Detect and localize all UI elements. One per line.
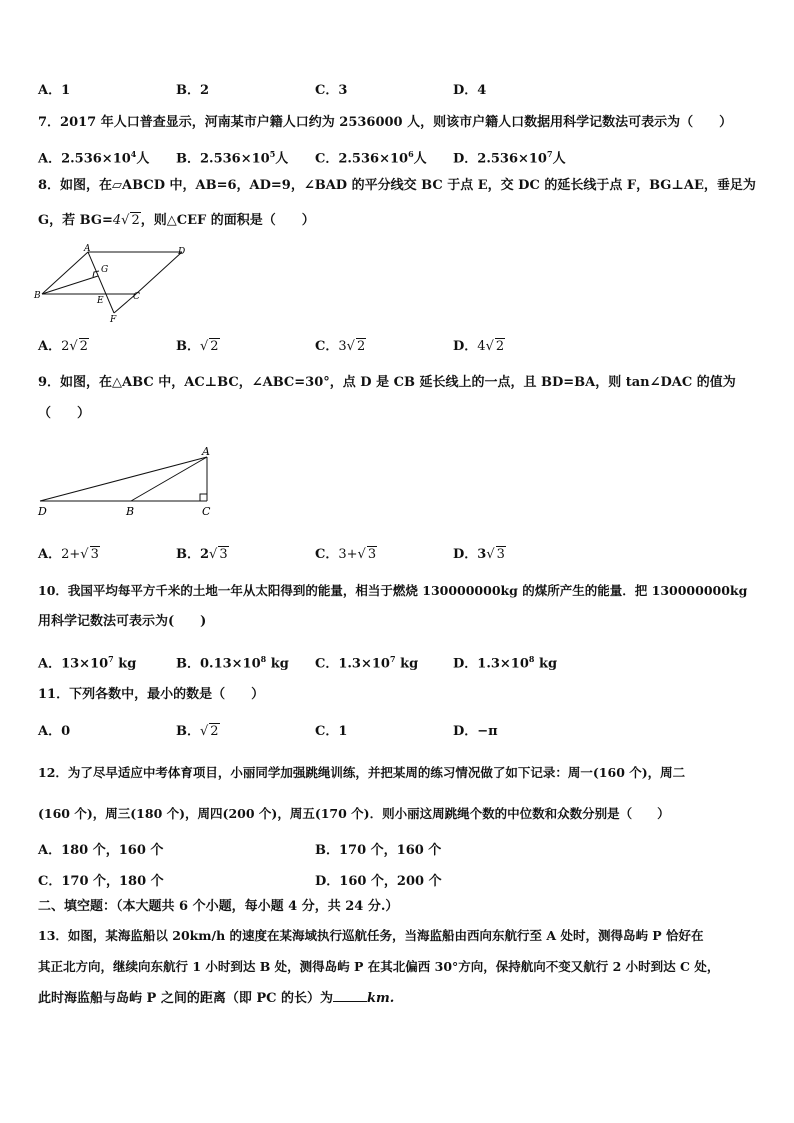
- q6-option-d: D．4: [453, 83, 487, 98]
- q8-stem-line1: 8．如图，在▱ABCD 中，AB=6，AD=9，∠BAD 的平分线交 BC 于点 E，交 DC 的延长线于点 F，BG⊥AE，垂足为: [38, 178, 756, 193]
- q7-option-b: B．$2.536\times 10^5$人: [176, 149, 289, 167]
- label-f: F: [110, 315, 117, 325]
- q7-stem: 7．2017 年人口普查显示，河南某市户籍人口约为 2536000 人，则该市户籍人口数据用科学记数法可表示为（ ）: [38, 115, 733, 130]
- q10-option-a: A．$13\times 10^7$ kg: [38, 654, 137, 672]
- q10-stem-line2: 用科学记数法可表示为( ): [38, 614, 207, 629]
- q11-stem: 11．下列各数中，最小的数是（ ）: [38, 687, 265, 702]
- q13-line3: 此时海监船与岛屿 P 之间的距离（即 PC 的长）为 km.: [38, 991, 395, 1006]
- q11-option-b: B．√ 2: [176, 724, 219, 739]
- q8-parallelogram-figure: [30, 243, 200, 325]
- q9-option-b: B．2√ 3: [176, 547, 228, 562]
- q8-stem-line2: G，若 BG=4√ 2，则△CEF 的面积是（ ）: [38, 213, 315, 228]
- label-e: E: [97, 296, 104, 306]
- q9-stem-line1: 9．如图，在△ABC 中，AC⊥BC，∠ABC=30°，点 D 是 CB 延长线上的一点，且 BD=BA，则 tan∠DAC 的值为: [38, 375, 736, 390]
- q9-option-d: D．3√ 3: [453, 547, 505, 562]
- label-g: G: [101, 265, 109, 275]
- q13-line2: 其正北方向，继续向东航行 1 小时到达 B 处，测得岛屿 P 在其北偏西 30°方向，保持航向不变又航行 2 小时到达 C 处，: [38, 959, 720, 974]
- q9-option-a: A．2+√ 3: [38, 547, 99, 562]
- label-a: A: [84, 244, 91, 254]
- section-heading-fill-in: 二、填空题：（本大题共 6 个小题，每小题 4 分，共 24 分.）: [38, 899, 399, 914]
- q9-triangle-figure: [30, 444, 220, 520]
- label-b: B: [126, 505, 135, 518]
- q12-option-c: C．170 个，180 个: [38, 874, 164, 889]
- q11-option-a: A．0: [38, 724, 71, 739]
- q7-option-c: C．$2.536\times 10^6$人: [315, 149, 427, 167]
- q11-option-d: D．−π: [453, 724, 498, 739]
- q8-option-a: A．2√ 2: [38, 339, 88, 354]
- q10-option-b: B．$0.13\times 10^8$ kg: [176, 654, 289, 672]
- q6-option-b: B．2: [176, 83, 210, 98]
- q12-stem-line1: 12．为了尽早适应中考体育项目，小丽同学加强跳绳训练，并把某周的练习情况做了如下记录：周一(160 个)，周二: [38, 765, 686, 780]
- answer-blank[interactable]: [333, 989, 367, 1002]
- label-c: C: [133, 292, 140, 302]
- q6-option-c: C．3: [315, 83, 348, 98]
- q12-option-a: A．180 个，160 个: [38, 843, 164, 858]
- q13-line1: 13．如图，某海监船以 20km/h 的速度在某海域执行巡航任务，当海监船由西向东航行至 A 处时，测得岛屿 P 恰好在: [38, 928, 704, 943]
- q10-stem-line1: 10．我国平均每平方千米的土地一年从太阳得到的能量，相当于燃烧 130000000kg 的煤所产生的能量．把 130000000kg: [38, 583, 748, 598]
- q9-option-c: C．3+√ 3: [315, 547, 377, 562]
- q9-stem-line2: （ ）: [38, 406, 91, 421]
- label-b: B: [34, 291, 41, 301]
- label-d: D: [178, 247, 186, 257]
- q10-option-c: C．$1.3\times 10^7$ kg: [315, 654, 419, 672]
- q12-stem-line2: (160 个)，周三(180 个)，周四(200 个)，周五(170 个)．则小丽这周跳绳个数的中位数和众数分别是（ ）: [38, 806, 670, 821]
- q10-option-d: D．$1.3\times 10^8$ kg: [453, 654, 558, 672]
- q6-option-a: A．1: [38, 83, 71, 98]
- q12-option-d: D．160 个，200 个: [315, 874, 442, 889]
- label-c: C: [202, 505, 211, 518]
- q8-option-b: B．√ 2: [176, 339, 219, 354]
- label-d: D: [38, 505, 47, 518]
- q7-option-a: A．$2.536\times 10^4$人: [38, 149, 150, 167]
- q7-option-d: D．$2.536\times 10^7$人: [453, 149, 566, 167]
- q11-option-c: C．1: [315, 724, 348, 739]
- q8-option-c: C．3√ 2: [315, 339, 366, 354]
- q8-option-d: D．4√ 2: [453, 339, 505, 354]
- q12-option-b: B．170 个，160 个: [315, 843, 442, 858]
- label-a: A: [202, 445, 210, 458]
